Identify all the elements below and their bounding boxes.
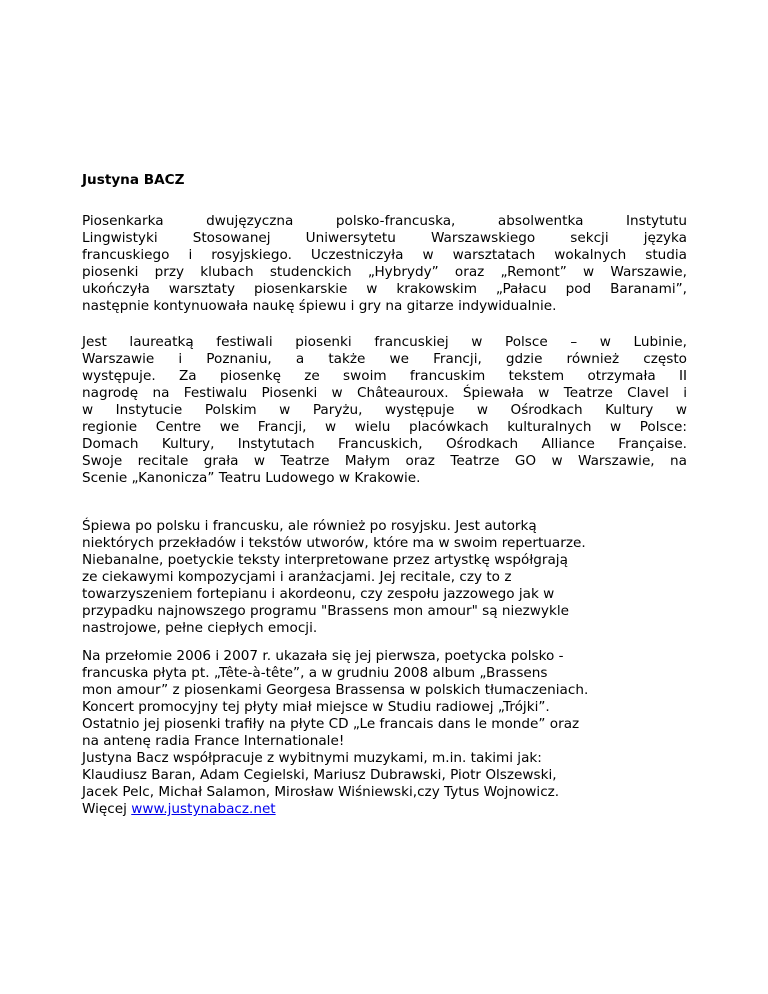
text-line: nagrodę na Festiwalu Piosenki w Châteauroux. Śpiewała w Teatrze Clavel i (82, 385, 687, 401)
text-line: Niebanalne, poetyckie teksty interpretowane przez artystkę współgrają (82, 552, 568, 568)
text-line: francuskiego i rosyjskiego. Uczestniczyła w warsztatach wokalnych studia (82, 247, 687, 263)
text-line: ukończyła warsztaty piosenkarskie w krakowskim „Pałacu pod Baranami”, (82, 281, 687, 297)
text-line: niektórych przekładów i tekstów utworów, które ma w swoim repertuarze. (82, 535, 586, 551)
text-line: nastrojowe, pełne ciepłych emocji. (82, 620, 318, 636)
paragraph-albums (82, 648, 687, 801)
text-line: towarzyszeniem fortepianu i akordeonu, czy zespołu jazzowego jak w (82, 586, 555, 602)
text-line: regionie Centre we Francji, w wielu placówkach kulturalnych w Polsce: (82, 419, 687, 435)
text-line: Lingwistyki Stosowanej Uniwersytetu Warszawskiego sekcji języka (82, 230, 687, 246)
text-line: Domach Kultury, Instytutach Francuskich, Ośrodkach Alliance Française. (82, 436, 687, 452)
document-title: Justyna BACZ (82, 172, 185, 188)
text-line: piosenki przy klubach studenckich „Hybrydy” oraz „Remont” w Warszawie, (82, 264, 687, 280)
more-info-line (82, 801, 687, 818)
paragraph-awards-concerts (82, 334, 687, 487)
text-line: Klaudiusz Baran, Adam Cegielski, Mariusz Dubrawski, Piotr Olszewski, (82, 767, 557, 783)
text-line: Scenie „Kanonicza” Teatru Ludowego w Krakowie. (82, 470, 421, 486)
text-line: Ostatnio jej piosenki trafiły na płyte CD „Le francais dans le monde” oraz (82, 716, 580, 732)
text-line: przypadku najnowszego programu "Brassens mon amour" są niezwykle (82, 603, 569, 619)
more-label: Więcej (82, 801, 132, 817)
text-line: występuje. Za piosenkę ze swoim francuskim tekstem otrzymała II (82, 368, 687, 384)
text-line: na antenę radia France Internationale! (82, 733, 345, 749)
text-line: mon amour” z piosenkami Georgesa Brassensa w polskich tłumaczeniach. (82, 682, 589, 698)
text-line: Piosenkarka dwujęzyczna polsko-francuska, absolwentka Instytutu (82, 213, 687, 229)
text-line: Justyna Bacz współpracuje z wybitnymi muzykami, m.in. takimi jak: (82, 750, 542, 766)
text-line: Jacek Pelc, Michał Salamon, Mirosław Wiśniewski,czy Tytus Wojnowicz. (82, 784, 560, 800)
text-line: Koncert promocyjny tej płyty miał miejsce w Studiu radiowej „Trójki”. (82, 699, 550, 715)
paragraph-repertoire (82, 518, 687, 637)
text-line: następnie kontynuowała naukę śpiewu i gry na gitarze indywidualnie. (82, 298, 557, 314)
website-link[interactable]: www.justynabacz.net (131, 801, 276, 817)
text-line: w Instytucie Polskim w Paryżu, występuje w Ośrodkach Kultury w (82, 402, 687, 418)
text-line: Śpiewa po polsku i francusku, ale również po rosyjsku. Jest autorką (82, 518, 537, 534)
text-line: ze ciekawymi kompozycjami i aranżacjami. Jej recitale, czy to z (82, 569, 512, 585)
paragraph-bio-education (82, 213, 687, 315)
text-line: Swoje recitale grała w Teatrze Małym oraz Teatrze GO w Warszawie, na (82, 453, 687, 469)
text-line: Warszawie i Poznaniu, a także we Francji, gdzie również często (82, 351, 687, 367)
text-line: Na przełomie 2006 i 2007 r. ukazała się jej pierwsza, poetycka polsko - (82, 648, 564, 664)
text-line: francuska płyta pt. „Tête-à-tête”, a w grudniu 2008 album „Brassens (82, 665, 548, 681)
text-line: Jest laureatką festiwali piosenki francuskiej w Polsce – w Lubinie, (82, 334, 687, 350)
